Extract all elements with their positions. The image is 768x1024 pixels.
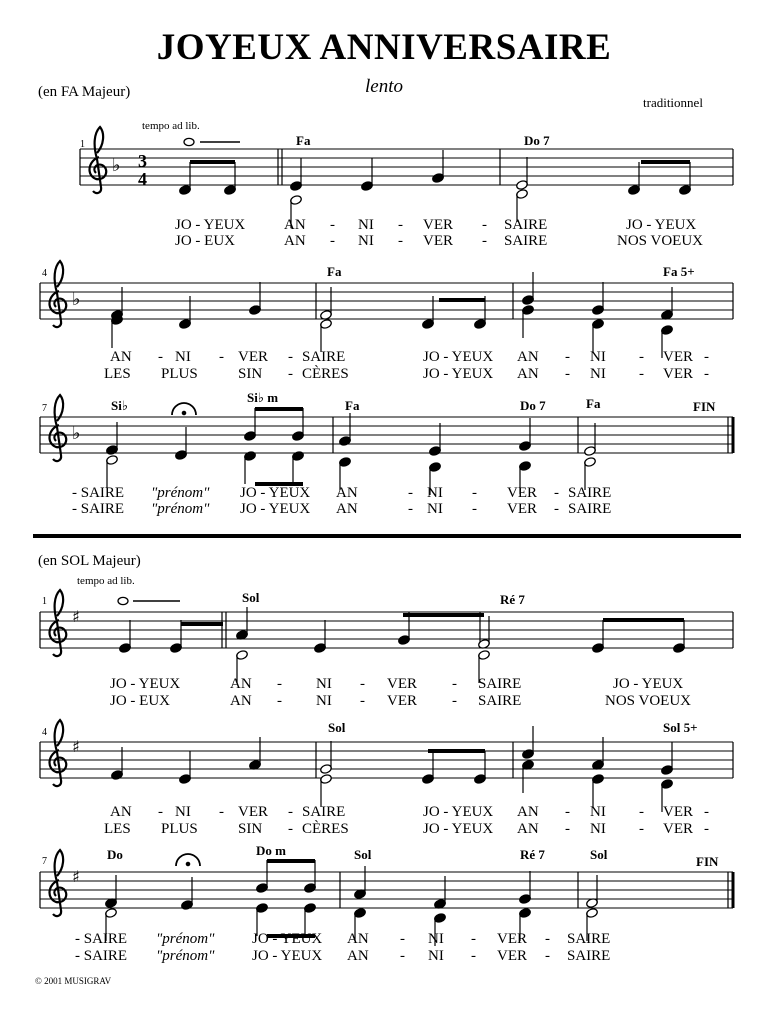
lyric: NI — [590, 821, 606, 837]
lyric: SAIRE — [568, 485, 612, 501]
lyric: - — [288, 349, 293, 365]
chord-symbol: Fa 5+ — [663, 264, 695, 279]
chord-symbol: Do 7 — [524, 133, 550, 148]
lyric: LES — [104, 821, 131, 837]
lyric: JO - YEUX — [252, 948, 323, 964]
lyric: NI — [590, 349, 606, 365]
lyric: NI — [590, 804, 606, 820]
lyric: NI — [427, 501, 443, 517]
lyric: NI — [358, 217, 374, 233]
lyric: JO - YEUX — [110, 676, 181, 692]
whole-note — [184, 138, 194, 145]
treble-clef-icon — [50, 395, 67, 461]
chord-symbol: Sol — [328, 720, 346, 735]
lyric: - — [545, 948, 550, 964]
lyric: - — [639, 349, 644, 365]
lyric: - — [288, 804, 293, 820]
lyric: NOS VOEUX — [617, 233, 703, 249]
chord-symbol: Fa — [327, 264, 342, 279]
flat-sign: ♭ — [72, 289, 81, 310]
fin-marking: FIN — [696, 854, 719, 869]
lyric: - — [288, 366, 293, 382]
lyric: JO - YEUX — [626, 217, 697, 233]
lyric: JO - YEUX — [252, 931, 323, 947]
lyric: JO - YEUX — [613, 676, 684, 692]
lyric: SAIRE — [567, 948, 611, 964]
lyric: VER — [387, 676, 417, 692]
lyric: AN — [284, 217, 306, 233]
lyric: - SAIRE — [75, 948, 128, 964]
lyric: - SAIRE — [75, 931, 128, 947]
lyric: VER — [663, 366, 693, 382]
lyric: - — [158, 804, 163, 820]
treble-clef-icon — [50, 720, 67, 786]
copyright: © 2001 MUSIGRAV — [35, 976, 112, 986]
fermata-icon — [186, 862, 190, 866]
lyric: "prénom" — [151, 485, 210, 501]
flat-sign: ♭ — [72, 423, 81, 444]
lyric: - — [277, 676, 282, 692]
chord-symbol: Do — [107, 847, 123, 862]
lyric: AN — [517, 349, 539, 365]
lyric: - — [704, 804, 709, 820]
lyric: - — [408, 501, 413, 517]
lyric: JO - YEUX — [423, 821, 494, 837]
lyric: NI — [175, 349, 191, 365]
lyric: VER — [507, 485, 537, 501]
lyric: - — [452, 693, 457, 709]
lyric: VER — [387, 693, 417, 709]
lyric: - — [398, 217, 403, 233]
chord-symbol: Do m — [256, 843, 286, 858]
lyric: CÈRES — [302, 821, 349, 837]
lyric: NI — [316, 693, 332, 709]
lyric: NI — [590, 366, 606, 382]
lyric: - — [330, 233, 335, 249]
lyric: SAIRE — [504, 217, 548, 233]
page-title: JOYEUX ANNIVERSAIRE — [156, 27, 612, 68]
lyric: - — [565, 821, 570, 837]
fermata-icon — [182, 411, 186, 415]
chord-symbol: Fa — [296, 133, 311, 148]
lyric: - — [330, 217, 335, 233]
chord-symbol: Sol 5+ — [663, 720, 698, 735]
lyric: JO - YEUX — [175, 217, 246, 233]
sharp-sign: ♯ — [72, 867, 80, 886]
time-signature: 4 — [138, 169, 147, 189]
lyric: VER — [423, 233, 453, 249]
tempo-marking: lento — [365, 76, 403, 97]
lyric: - — [400, 931, 405, 947]
lyric: JO - YEUX — [423, 349, 494, 365]
chord-symbol: Si♭ m — [247, 390, 279, 405]
lyric: NI — [358, 233, 374, 249]
lyric: VER — [238, 349, 268, 365]
lyric: NI — [316, 676, 332, 692]
lyric: JO - YEUX — [423, 366, 494, 382]
lyric: AN — [336, 501, 358, 517]
lyric: VER — [663, 804, 693, 820]
lyric: - — [565, 366, 570, 382]
lyric: AN — [110, 349, 132, 365]
lyric: - — [219, 349, 224, 365]
lyric: - — [482, 217, 487, 233]
lyric: - — [482, 233, 487, 249]
lyric: - — [565, 349, 570, 365]
treble-clef-icon — [50, 850, 67, 916]
lyric: - — [288, 821, 293, 837]
lyric: SAIRE — [567, 931, 611, 947]
lyric: - — [277, 693, 282, 709]
time-signature: 3 — [138, 151, 147, 171]
measure-number: 7 — [42, 856, 47, 867]
lyric: SAIRE — [504, 233, 548, 249]
chord-symbol: Do 7 — [520, 398, 546, 413]
lyric: - — [398, 233, 403, 249]
chord-symbol: Fa — [586, 396, 601, 411]
lyric: "prénom" — [151, 501, 210, 517]
lyric: JO - YEUX — [240, 501, 311, 517]
lyric: VER — [663, 349, 693, 365]
lyric: SAIRE — [478, 676, 522, 692]
lyric: - — [471, 931, 476, 947]
tempo-ad-lib: tempo ad lib. — [142, 120, 200, 132]
lyric: VER — [663, 821, 693, 837]
lyric: "prénom" — [156, 948, 215, 964]
lyric: JO - EUX — [175, 233, 235, 249]
lyric: VER — [507, 501, 537, 517]
treble-clef-icon — [50, 590, 67, 656]
lyric: NI — [428, 931, 444, 947]
lyric: - — [554, 485, 559, 501]
lyric: LES — [104, 366, 131, 382]
lyric: AN — [517, 821, 539, 837]
lyric: - — [545, 931, 550, 947]
key-label-g-major: (en SOL Majeur) — [38, 553, 141, 569]
flat-sign: ♭ — [112, 155, 121, 176]
lyric: SIN — [238, 821, 263, 837]
composer: traditionnel — [643, 95, 703, 110]
whole-note — [118, 597, 128, 604]
lyric: AN — [517, 366, 539, 382]
measure-number: 4 — [42, 268, 47, 279]
lyric: - — [400, 948, 405, 964]
lyric: - — [360, 693, 365, 709]
treble-clef-icon — [90, 127, 107, 193]
chord-symbol: Sol — [590, 847, 608, 862]
lyric: NOS VOEUX — [605, 693, 691, 709]
lyric: PLUS — [161, 366, 198, 382]
lyric: JO - EUX — [110, 693, 170, 709]
lyric: AN — [347, 931, 369, 947]
measure-number: 1 — [80, 139, 85, 150]
lyric: JO - YEUX — [240, 485, 311, 501]
lyric: VER — [497, 931, 527, 947]
lyric: - — [704, 349, 709, 365]
lyric: - SAIRE — [72, 485, 125, 501]
measure-number: 7 — [42, 403, 47, 414]
lyric: AN — [284, 233, 306, 249]
chord-symbol: Ré 7 — [500, 592, 525, 607]
lyric: - — [158, 349, 163, 365]
sharp-sign: ♯ — [72, 607, 80, 626]
lyric: - — [704, 821, 709, 837]
lyric: NI — [427, 485, 443, 501]
lyric: SIN — [238, 366, 263, 382]
lyric: - — [639, 366, 644, 382]
chord-symbol: Sol — [354, 847, 372, 862]
sharp-sign: ♯ — [72, 737, 80, 756]
lyric: - — [472, 501, 477, 517]
lyric: - — [452, 676, 457, 692]
lyric: SAIRE — [302, 804, 346, 820]
lyric: CÈRES — [302, 366, 349, 382]
lyric: - — [639, 804, 644, 820]
chord-symbol: Fa — [345, 398, 360, 413]
lyric: - — [408, 485, 413, 501]
lyric: VER — [238, 804, 268, 820]
tempo-ad-lib: tempo ad lib. — [77, 575, 135, 587]
key-label-f-major: (en FA Majeur) — [38, 84, 131, 100]
lyric: NI — [428, 948, 444, 964]
measure-number: 4 — [42, 727, 47, 738]
lyric: VER — [497, 948, 527, 964]
chord-symbol: Sol — [242, 590, 260, 605]
lyric: AN — [230, 676, 252, 692]
lyric: NI — [175, 804, 191, 820]
treble-clef-icon — [50, 261, 67, 327]
lyric: SAIRE — [302, 349, 346, 365]
lyric: AN — [347, 948, 369, 964]
lyric: - — [360, 676, 365, 692]
lyric: PLUS — [161, 821, 198, 837]
lyric: SAIRE — [478, 693, 522, 709]
lyric: AN — [230, 693, 252, 709]
lyric: - — [219, 804, 224, 820]
lyric: AN — [110, 804, 132, 820]
chord-symbol: Ré 7 — [520, 847, 545, 862]
lyric: - SAIRE — [72, 501, 125, 517]
fin-marking: FIN — [693, 399, 716, 414]
lyric: - — [471, 948, 476, 964]
lyric: AN — [517, 804, 539, 820]
chord-symbol: Si♭ — [111, 398, 128, 413]
lyric: - — [565, 804, 570, 820]
lyric: - — [554, 501, 559, 517]
lyric: SAIRE — [568, 501, 612, 517]
lyric: VER — [423, 217, 453, 233]
lyric: - — [704, 366, 709, 382]
lyric: "prénom" — [156, 931, 215, 947]
lyric: - — [639, 821, 644, 837]
lyric: JO - YEUX — [423, 804, 494, 820]
lyric: - — [472, 485, 477, 501]
lyric: AN — [336, 485, 358, 501]
measure-number: 1 — [42, 596, 47, 607]
